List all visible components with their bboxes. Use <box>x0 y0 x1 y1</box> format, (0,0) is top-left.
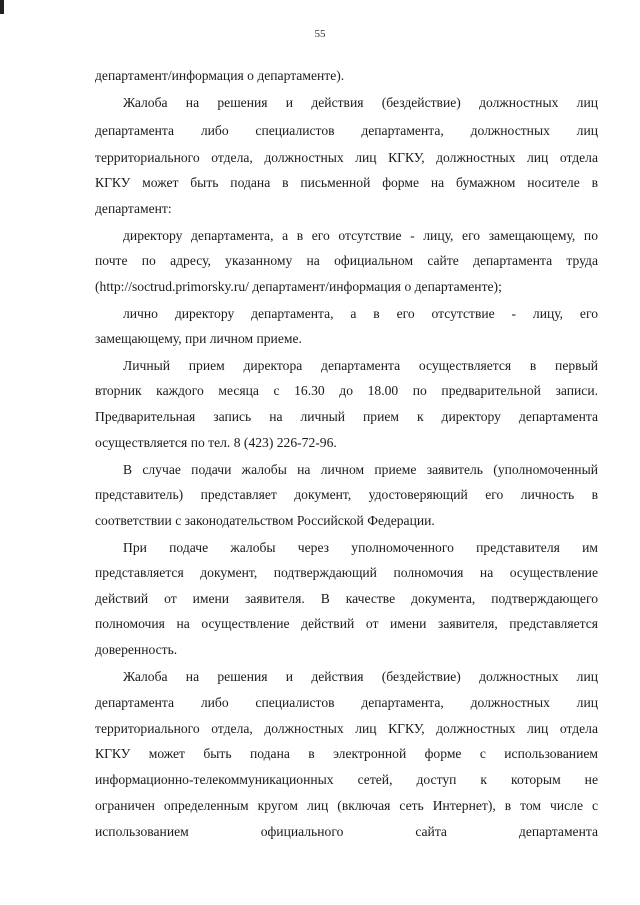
text-line: При подаче жалобы через уполномоченного представителя им <box>123 540 598 555</box>
text-line: осуществляется по тел. 8 (423) 226-72-96. <box>95 435 337 450</box>
text-line: Личный прием директора департамента осуществляется в первый <box>123 358 598 373</box>
text-line: департамента либо специалистов департамента, должностных лиц <box>95 695 598 710</box>
text-line: полномочия на осуществление действий от имени заявителя, представляется <box>95 616 598 631</box>
text-line: департамента либо специалистов департамента, должностных лиц <box>95 123 598 138</box>
text-line: информационно-телекоммуникационных сетей, доступ к которым не <box>95 772 598 787</box>
text-line: замещающему, при личном приеме. <box>95 331 302 346</box>
text-line: департамент/информация о департаменте). <box>95 68 345 83</box>
text-line: лично директору департамента, а в его отсутствие - лицу, его <box>123 306 598 321</box>
text-line: КГКУ может быть подана в электронной форме с использованием <box>95 746 598 761</box>
text-line: (http://soctrud.primorsky.ru/ департамент/информация о департаменте); <box>95 279 502 294</box>
text-line: территориального отдела, должностных лиц КГКУ, должностных лиц отдела <box>95 150 598 165</box>
text-line: директору департамента, а в его отсутствие - лицу, его замещающему, по <box>123 228 598 243</box>
text-line: Жалоба на решения и действия (бездействие) должностных лиц <box>123 669 598 684</box>
scan-edge-mark <box>0 0 4 14</box>
text-line: доверенность. <box>95 642 178 657</box>
text-line: вторник каждого месяца с 16.30 до 18.00 по предварительной записи. <box>95 383 598 398</box>
text-line: соответствии с законодательством Российской Федерации. <box>95 513 435 528</box>
text-line: действий от имени заявителя. В качестве документа, подтверждающего <box>95 591 598 606</box>
text-line: Жалоба на решения и действия (бездействие) должностных лиц <box>123 95 598 110</box>
text-line: В случае подачи жалобы на личном приеме заявитель (уполномоченный <box>123 462 598 477</box>
page-number: 55 <box>314 28 326 40</box>
text-line: почте по адресу, указанному на официальном сайте департамента труда <box>95 253 598 268</box>
text-line: Предварительная запись на личный прием к директору департамента <box>95 409 598 424</box>
text-line: КГКУ может быть подана в письменной форме на бумажном носителе в <box>95 175 598 190</box>
text-line: использованием официального сайта департамента <box>95 824 598 839</box>
text-line: представитель) представляет документ, удостоверяющий его личность в <box>95 487 598 502</box>
text-line: территориального отдела, должностных лиц КГКУ, должностных лиц отдела <box>95 721 598 736</box>
text-line: ограничен определенным кругом лиц (включая сеть Интернет), в том числе с <box>95 798 598 813</box>
text-line: департамент: <box>95 201 172 216</box>
text-line: представляется документ, подтверждающий полномочия на осуществление <box>95 565 598 580</box>
